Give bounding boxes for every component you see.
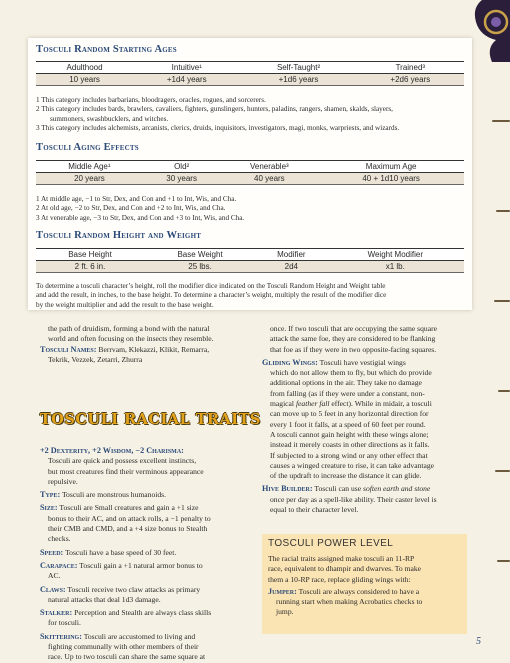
text-line: Tosculi have vestigial wings <box>319 357 406 367</box>
border-spike <box>495 470 510 472</box>
spell-name: feather fall <box>295 399 330 409</box>
text-line: causes a winged creature to rise, it can take advantage <box>270 460 435 470</box>
starting-ages-title: Tosculi Random Starting Ages <box>36 44 177 55</box>
text-line: fighting communally with other members of their <box>48 642 199 652</box>
height-weight-table <box>36 248 464 273</box>
table-header: Base Weight <box>144 249 256 261</box>
text-line: that foe as if they were in two opposite-facing squares. <box>270 344 437 354</box>
text-line: once. If two tosculi that are occupying the same square <box>270 324 438 333</box>
footnote: 3 At venerable age, −3 to Str, Dex, and Con and +3 to Int, Wis, and Cha. <box>36 213 245 222</box>
gliding-wings-keyword: Gliding Wings: <box>262 357 318 367</box>
table-header: Old² <box>143 161 221 173</box>
text-line: for tosculi. <box>48 618 81 628</box>
table-header: Middle Age¹ <box>36 161 143 173</box>
page-number: 5 <box>476 636 481 647</box>
text-line: every 1 foot it falls, at a speed of 60 feet per round. <box>270 419 426 429</box>
text-line: Tosculi gain a +1 natural armor bonus to <box>79 560 203 570</box>
text-line: checks. <box>48 534 71 544</box>
type-keyword: Type: <box>40 490 61 500</box>
speed-text: Tosculi have a base speed of 30 feet. <box>65 547 177 557</box>
text-line: by the weight multiplier and add the result to the base weight. <box>36 300 214 309</box>
border-spike <box>494 300 510 302</box>
text-line: To determine a tosculi character’s height, roll the modifier dice indicated on the Tosculi Random Height and Weight table <box>36 282 386 290</box>
text-line: additional options in the air. They take no damage <box>270 378 422 388</box>
text-line: but most creatures find their verminous appearance <box>48 466 204 476</box>
table-cell: x1 lb. <box>327 261 464 273</box>
footnote: 3 This category includes alchemists, arcanists, clerics, druids, inquisitors, investigators, magi, monks, warpriests, and wizards. <box>36 124 400 133</box>
text-line: The racial traits assigned make tosculi an 11-RP <box>268 554 415 563</box>
table-header: Modifier <box>256 249 327 261</box>
table-cell: +2d6 years <box>357 74 464 86</box>
aging-effects-notes <box>36 195 466 223</box>
footnote: 2 At old age, −2 to Str, Dex, and Con and +2 to Int, Wis, and Cha. <box>36 204 226 213</box>
stalker-keyword: Stalker: <box>40 608 73 618</box>
table-cell: 25 lbs. <box>144 261 256 273</box>
table-header: Intuitive¹ <box>133 62 240 74</box>
names-keyword: Tosculi Names: <box>40 344 97 354</box>
table-cell: +1d6 years <box>240 74 356 86</box>
text-line: race. Up to two tosculi can share the same square at <box>48 652 206 662</box>
aging-effects-table <box>36 160 464 185</box>
carapace-keyword: Carapace: <box>40 560 78 570</box>
table-header: Adulthood <box>36 62 133 74</box>
text-fragment: magical <box>270 399 296 409</box>
table-cell: 2 ft. 6 in. <box>36 261 144 273</box>
text-line: from falling (as if they were under a constant, non- <box>270 388 425 398</box>
text-line: their CMB and CMD, and a +4 size bonus to Stealth <box>48 524 208 534</box>
text-line: AC. <box>48 571 61 581</box>
text-line: A tosculi cannot gain height with these wings alone; <box>270 429 429 439</box>
table-cell: 30 years <box>143 173 221 185</box>
power-level-title: TOSCULI POWER LEVEL <box>268 538 394 549</box>
text-line: and add the result, in inches, to the base height. To determine a character’s weight, multiply the result of the modifier dice <box>36 291 387 300</box>
footnote: 1 This category includes barbarians, bloodragers, oracles, rogues, and sorcerers. <box>36 96 266 104</box>
racial-traits-title: TOSCULI RACIAL TRAITS <box>40 411 261 428</box>
text-line: bonus to their AC, and on attack rolls, a −1 penalty to <box>48 513 211 523</box>
table-header: Maximum Age <box>318 161 464 173</box>
left-column-top <box>40 324 254 365</box>
text-line: jump. <box>276 607 294 617</box>
spell-name: soften earth and stone <box>363 484 431 494</box>
text-line: natural attacks that deal 1d3 damage. <box>48 594 161 604</box>
text-line: attack the same foe, they are considered to be flanking <box>270 334 436 344</box>
table-header: Self-Taught² <box>240 62 356 74</box>
table-header: Trained³ <box>357 62 464 74</box>
ability-keyword: +2 Dexterity, +2 Wisdom, −2 Charisma: <box>40 446 184 455</box>
table-header: Weight Modifier <box>327 249 464 261</box>
names-text: Berrvam, Klekazzi, Klikit, Remarra, <box>98 344 210 354</box>
border-spike <box>492 120 510 122</box>
table-cell: 40 years <box>220 173 318 185</box>
border-spike <box>498 390 510 392</box>
intro-line: world and often focusing on the insects they resemble. <box>48 334 214 344</box>
text-line: Tosculi are Small creatures and gain a +1 size <box>59 503 199 513</box>
text-line: equal to their character level. <box>270 505 359 515</box>
speed-keyword: Speed: <box>40 547 64 557</box>
type-text: Tosculi are monstrous humanoids. <box>61 490 167 500</box>
text-line: can move up to 5 feet in any horizontal direction for <box>270 409 429 419</box>
text-line: Tosculi are always considered to have a <box>298 586 420 596</box>
footnote: 1 At middle age, −1 to Str, Dex, and Con and +1 to Int, Wis, and Cha. <box>36 195 237 203</box>
text-line: If subjected to a strong wind or any other effect that <box>270 450 428 460</box>
table-cell: 10 years <box>36 74 133 86</box>
border-spike <box>497 560 510 562</box>
claws-keyword: Claws: <box>40 584 66 594</box>
table-cell: +1d4 years <box>133 74 240 86</box>
text-line: once per day as a spell-like ability. Their caster level is <box>270 494 437 504</box>
footnote: summoners, swashbucklers, and witches. <box>50 114 169 123</box>
right-column <box>262 324 476 515</box>
names-text: Tekrik, Vezzek, Zetarri, Zhurra <box>48 354 143 364</box>
starting-ages-notes <box>36 96 466 134</box>
table-header: Base Height <box>36 249 144 261</box>
intro-line: the path of druidism, forming a bond with the natural <box>48 324 210 333</box>
size-keyword: Size: <box>40 503 58 513</box>
text-line: of the updraft to increase the distance it can glide. <box>270 471 422 481</box>
tables-panel <box>28 38 472 310</box>
text-line: running start when making Acrobatics checks to <box>276 597 423 607</box>
left-column-traits <box>40 446 254 663</box>
hive-builder-keyword: Hive Builder: <box>262 484 313 494</box>
text-fragment: effect). While in midair, a tosculi <box>329 399 432 409</box>
power-level-text <box>268 554 464 618</box>
table-cell: 40 + 1d10 years <box>318 173 464 185</box>
height-weight-paragraph <box>36 282 466 310</box>
footnote: 2 This category includes bards, brawlers, cavaliers, fighters, gunslingers, hunters, paladins, rangers, shamen, skalds, slayers, <box>36 105 393 114</box>
text-line: Perception and Stealth are always class skills <box>74 608 212 618</box>
skittering-keyword: Skittering: <box>40 631 82 641</box>
starting-ages-table <box>36 61 464 86</box>
text-line: them a 10-RP race, replace gliding wings with: <box>268 574 411 584</box>
text-line: Tosculi are accustomed to living and <box>83 631 196 641</box>
aging-effects-title: Tosculi Aging Effects <box>36 142 139 153</box>
table-cell: 20 years <box>36 173 143 185</box>
text-line: Tosculi receive two claw attacks as primary <box>67 584 201 594</box>
text-line: instead it merely coasts in other directions as it falls. <box>270 440 430 450</box>
text-line: race, equivalent to dhampir and dwarves. To make <box>268 564 422 574</box>
border-spike <box>496 210 510 212</box>
jumper-keyword: Jumper: <box>268 586 297 596</box>
text-line: repulsive. <box>48 476 78 486</box>
height-weight-title: Tosculi Random Height and Weight <box>36 230 202 241</box>
text-line: which do not allow them to fly, but which do provide <box>270 368 432 378</box>
power-level-box <box>262 534 467 634</box>
table-header: Venerable³ <box>220 161 318 173</box>
text-line: Tosculi are quick and possess excellent instincts, <box>48 456 197 466</box>
table-cell: 2d4 <box>256 261 327 273</box>
text-fragment: Tosculi can use <box>314 484 363 494</box>
